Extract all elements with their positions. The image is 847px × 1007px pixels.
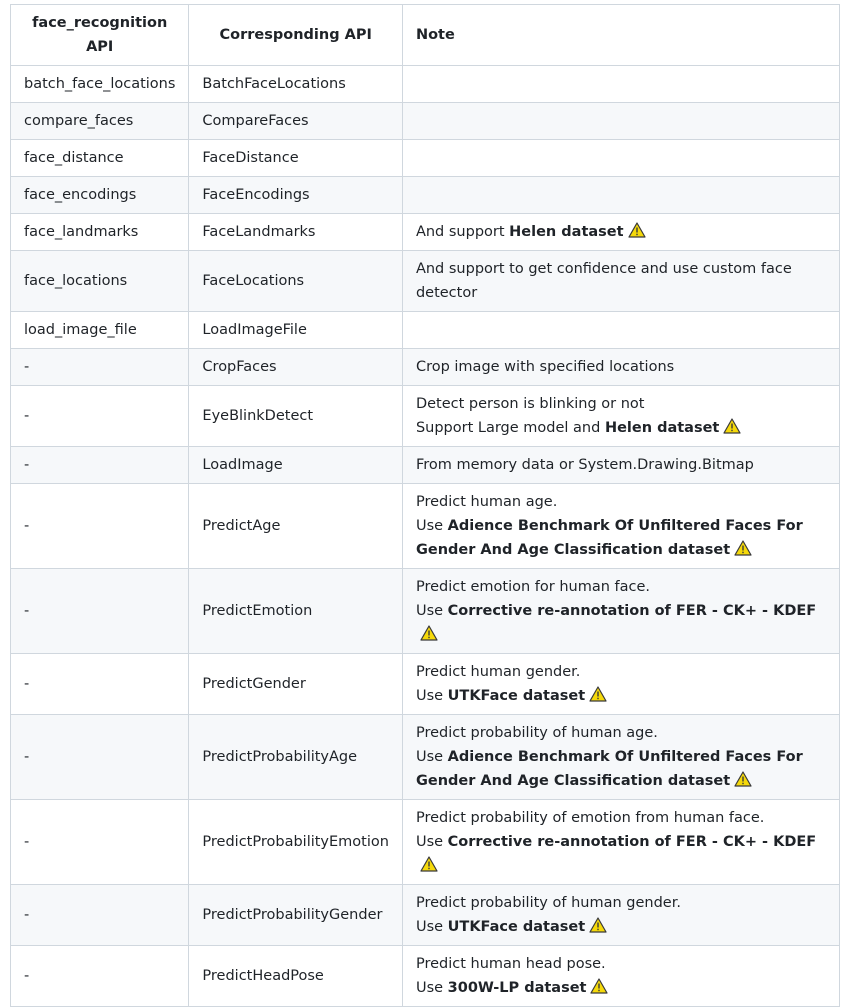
note-text: Predict human head pose. — [415, 956, 606, 972]
cell-corresponding-api: LoadImageFile — [189, 312, 403, 349]
note-line — [416, 490, 826, 514]
note-line — [416, 660, 826, 684]
header-corresponding-api: Corresponding API — [189, 5, 403, 66]
cell-note — [402, 349, 839, 386]
note-text: Detect person is blinking or not — [415, 396, 645, 412]
header-note: Note — [402, 5, 839, 66]
cell-face-recognition-api: - — [11, 386, 189, 447]
table-row — [11, 312, 840, 349]
cell-face-recognition-api: batch_face_locations — [11, 66, 189, 103]
note-line — [416, 392, 826, 416]
note-text: Use — [415, 834, 448, 850]
note-text: Use — [415, 518, 448, 534]
cell-face-recognition-api: compare_faces — [11, 103, 189, 140]
cell-note — [402, 312, 839, 349]
note-line — [416, 416, 826, 440]
cell-note — [402, 484, 839, 569]
warning-icon — [723, 418, 741, 434]
cell-face-recognition-api: - — [11, 349, 189, 386]
note-line — [416, 599, 826, 647]
note-line — [416, 952, 826, 976]
table-row — [11, 569, 840, 654]
table-row — [11, 946, 840, 1007]
table-row — [11, 214, 840, 251]
table-row — [11, 66, 840, 103]
table-row — [11, 800, 840, 885]
cell-corresponding-api: PredictProbabilityGender — [189, 885, 403, 946]
note-line — [416, 806, 826, 830]
note-text: Use — [415, 749, 448, 765]
cell-note — [402, 447, 839, 484]
table-row — [11, 349, 840, 386]
cell-note — [402, 214, 839, 251]
cell-corresponding-api: PredictEmotion — [189, 569, 403, 654]
table-row — [11, 140, 840, 177]
cell-face-recognition-api: face_distance — [11, 140, 189, 177]
note-line — [416, 891, 826, 915]
note-line — [416, 976, 826, 1000]
cell-note — [402, 946, 839, 1007]
cell-face-recognition-api: load_image_file — [11, 312, 189, 349]
table-row — [11, 484, 840, 569]
dataset-name: Adience Benchmark Of Unfiltered Faces For Gender And Age Classification dataset — [415, 749, 803, 789]
note-text: Predict probability of emotion from human face. — [415, 810, 765, 826]
cell-corresponding-api: LoadImage — [189, 447, 403, 484]
cell-face-recognition-api: - — [11, 946, 189, 1007]
cell-note — [402, 386, 839, 447]
table-row — [11, 251, 840, 312]
cell-face-recognition-api: face_landmarks — [11, 214, 189, 251]
warning-icon — [589, 917, 607, 933]
cell-corresponding-api: PredictGender — [189, 654, 403, 715]
table-body — [11, 66, 840, 1007]
note-text: Use — [415, 603, 448, 619]
note-line — [416, 830, 826, 878]
cell-face-recognition-api: - — [11, 484, 189, 569]
cell-corresponding-api: CompareFaces — [189, 103, 403, 140]
dataset-name: UTKFace dataset — [447, 688, 586, 704]
cell-note — [402, 715, 839, 800]
note-text: Use — [415, 980, 448, 996]
dataset-name: Corrective re-annotation of FER - CK+ - KDEF — [447, 834, 817, 850]
note-line — [416, 721, 826, 745]
header-row — [11, 5, 840, 66]
dataset-name: Helen dataset — [509, 224, 624, 240]
cell-corresponding-api: FaceLocations — [189, 251, 403, 312]
note-line — [416, 514, 826, 562]
note-line — [416, 220, 826, 244]
cell-corresponding-api: PredictProbabilityAge — [189, 715, 403, 800]
cell-face-recognition-api: face_locations — [11, 251, 189, 312]
note-text: And support — [415, 224, 510, 240]
note-text: Predict probability of human age. — [415, 725, 658, 741]
cell-corresponding-api: FaceEncodings — [189, 177, 403, 214]
note-text: Predict human age. — [415, 494, 558, 510]
note-text: Predict human gender. — [415, 664, 581, 680]
dataset-name: Helen dataset — [604, 420, 720, 436]
warning-icon — [628, 222, 646, 238]
cell-note — [402, 251, 839, 312]
note-text: Crop image with specified locations — [415, 359, 675, 375]
note-line — [416, 915, 826, 939]
table-row — [11, 654, 840, 715]
cell-corresponding-api: FaceDistance — [189, 140, 403, 177]
cell-corresponding-api: CropFaces — [189, 349, 403, 386]
cell-face-recognition-api: - — [11, 715, 189, 800]
cell-note — [402, 800, 839, 885]
warning-icon — [734, 771, 752, 787]
header-face-recognition-api: face_recognition API — [11, 5, 189, 66]
api-mapping-table — [10, 4, 840, 1007]
note-line — [416, 453, 826, 477]
note-line — [416, 257, 826, 305]
note-text: Predict probability of human gender. — [415, 895, 681, 911]
note-line — [416, 745, 826, 793]
note-line — [416, 355, 826, 379]
table-row — [11, 447, 840, 484]
warning-icon — [420, 856, 438, 872]
table-row — [11, 386, 840, 447]
cell-note — [402, 569, 839, 654]
cell-corresponding-api: PredictProbabilityEmotion — [189, 800, 403, 885]
note-text: Support Large model and — [415, 420, 605, 436]
cell-face-recognition-api: - — [11, 447, 189, 484]
table-row — [11, 103, 840, 140]
warning-icon — [590, 978, 608, 994]
note-text: From memory data or System.Drawing.Bitmap — [415, 457, 754, 473]
note-text: Use — [415, 688, 448, 704]
cell-corresponding-api: EyeBlinkDetect — [189, 386, 403, 447]
cell-note — [402, 654, 839, 715]
cell-face-recognition-api: - — [11, 654, 189, 715]
note-text: Use — [415, 919, 448, 935]
dataset-name: UTKFace dataset — [447, 919, 586, 935]
warning-icon — [420, 625, 438, 641]
warning-icon — [589, 686, 607, 702]
cell-note — [402, 885, 839, 946]
cell-face-recognition-api: - — [11, 885, 189, 946]
cell-corresponding-api: PredictAge — [189, 484, 403, 569]
note-line — [416, 684, 826, 708]
cell-note — [402, 66, 839, 103]
cell-note — [402, 177, 839, 214]
note-line — [416, 575, 826, 599]
cell-note — [402, 140, 839, 177]
table-row — [11, 177, 840, 214]
note-text: Predict emotion for human face. — [415, 579, 651, 595]
cell-corresponding-api: FaceLandmarks — [189, 214, 403, 251]
cell-corresponding-api: BatchFaceLocations — [189, 66, 403, 103]
cell-face-recognition-api: - — [11, 569, 189, 654]
dataset-name: Corrective re-annotation of FER - CK+ - KDEF — [447, 603, 817, 619]
table-row — [11, 715, 840, 800]
table-row — [11, 885, 840, 946]
cell-note — [402, 103, 839, 140]
dataset-name: 300W-LP dataset — [447, 980, 587, 996]
cell-corresponding-api: PredictHeadPose — [189, 946, 403, 1007]
warning-icon — [734, 540, 752, 556]
cell-face-recognition-api: face_encodings — [11, 177, 189, 214]
note-text: And support to get confidence and use custom face detector — [415, 261, 792, 301]
cell-face-recognition-api: - — [11, 800, 189, 885]
dataset-name: Adience Benchmark Of Unfiltered Faces For Gender And Age Classification dataset — [415, 518, 803, 558]
